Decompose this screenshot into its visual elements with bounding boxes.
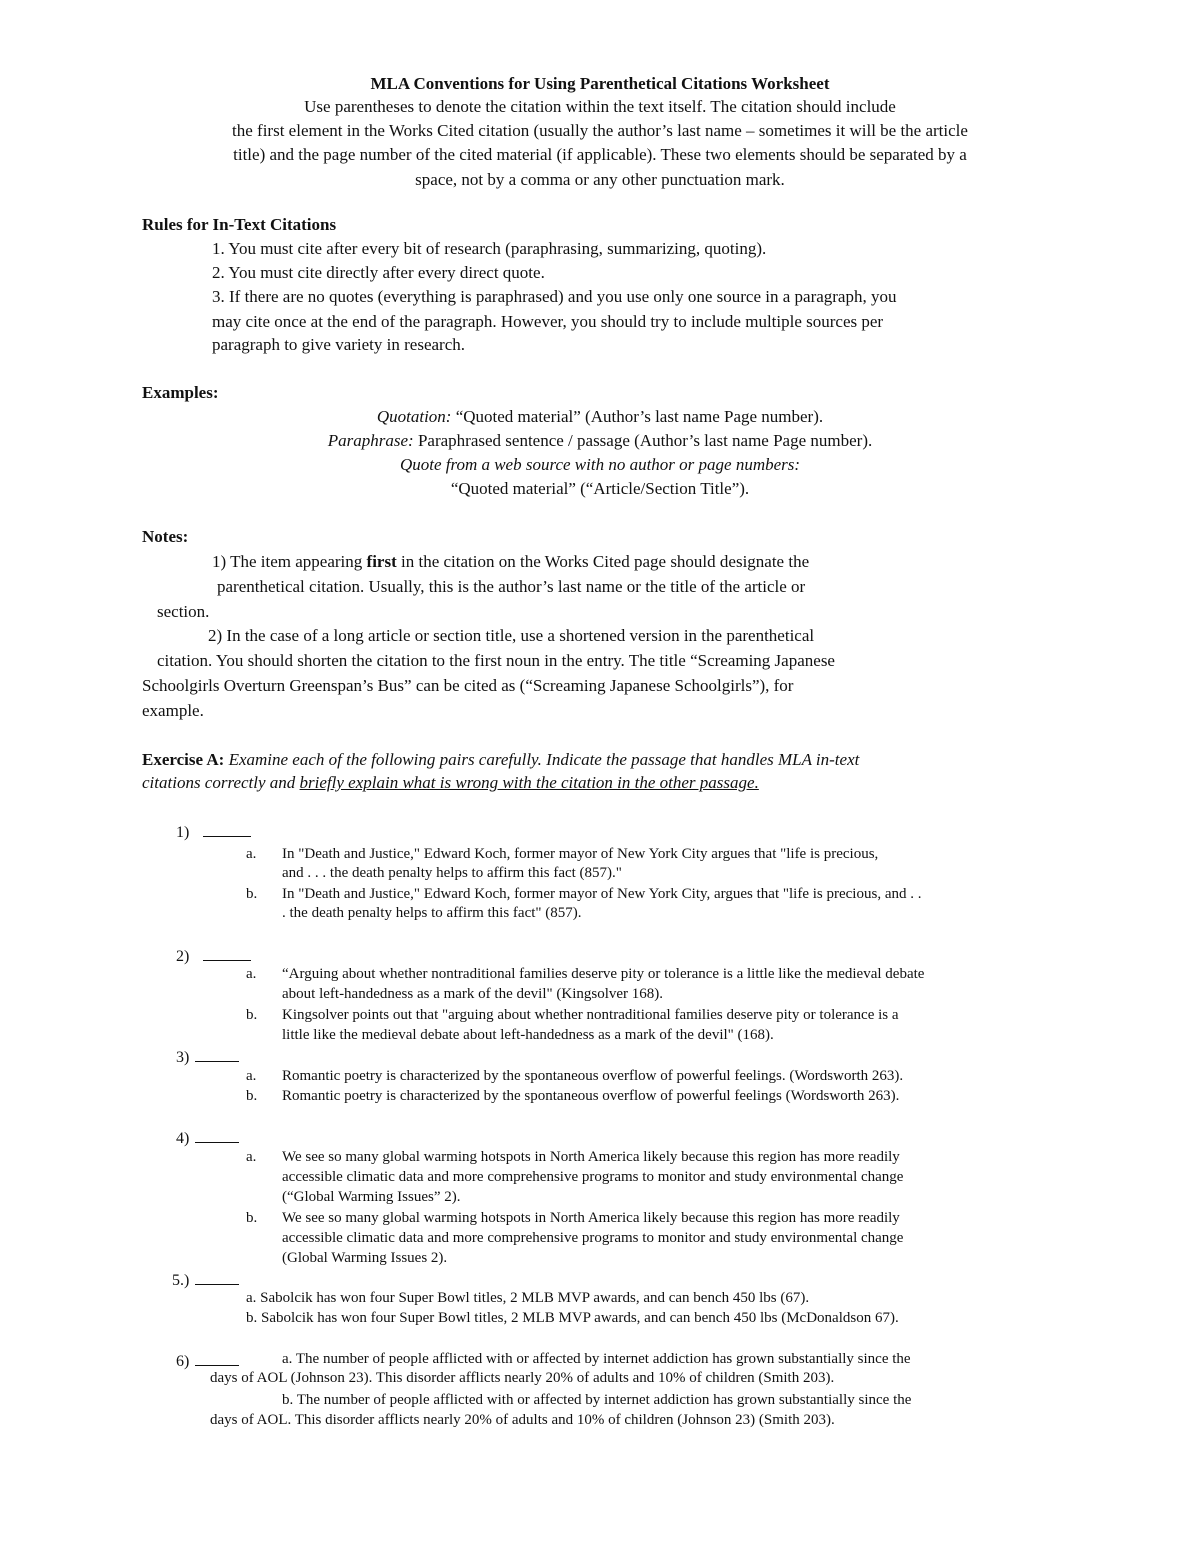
question-1-answer-blank[interactable] [203, 822, 251, 837]
note-2-line-4: example. [142, 701, 204, 720]
note-2-line-3: Schoolgirls Overturn Greenspan’s Bus” can be cited as (“Screaming Japanese Schoolgirls”), for [142, 676, 794, 695]
q1-b-line-2: . the death penalty helps to affirm this fact" (857). [282, 905, 582, 921]
exercise-instruction-1: Examine each of the following pairs carefully. Indicate the passage that handles MLA in-text [228, 750, 860, 769]
question-3-number: 3) [176, 1049, 190, 1066]
question-2-number: 2) [176, 948, 190, 965]
q2-b-line-2: little like the medieval debate about left-handedness as a mark of the devil" (168). [282, 1027, 774, 1043]
q2-b-line-1: Kingsolver points out that "arguing about whether nontraditional families deserve pity or tolerance is a [282, 1007, 899, 1023]
note-1-line-2: parenthetical citation. Usually, this is the author’s last name or the title of the article or [217, 577, 806, 596]
question-1 [176, 822, 251, 842]
rule-1: 1. You must cite after every bit of research (paraphrasing, summarizing, quoting). [212, 239, 767, 258]
note-1-line-1 [212, 552, 809, 572]
exercise-instruction-2a: citations correctly and [142, 773, 300, 792]
q4-b-line-3: (Global Warming Issues 2). [282, 1250, 448, 1266]
note-2-line-1: 2) In the case of a long article or section title, use a shortened version in the parenthetical [208, 626, 815, 645]
rule-2: 2. You must cite directly after every direct quote. [212, 263, 545, 282]
page-title: MLA Conventions for Using Parenthetical Citations Worksheet [370, 74, 830, 93]
example-web-label: Quote from a web source with no author or page numbers: [399, 455, 801, 474]
q6-a-line-2: days of AOL (Johnson 23). This disorder afflicts nearly 20% of adults and 10% of children (Smith 203). [210, 1370, 835, 1386]
question-1-number: 1) [176, 824, 190, 841]
exercise-instruction-2b: briefly explain what is wrong with the citation in the other passage. [299, 773, 759, 792]
q2-a-line-1: “Arguing about whether nontraditional families deserve pity or tolerance is a little like the medieval debate [282, 966, 925, 982]
q4-a-line-1: We see so many global warming hotspots in North America likely because this region has more readily [282, 1149, 900, 1165]
note-2-line-2: citation. You should shorten the citation to the first noun in the entry. The title “Screaming Japanese [157, 651, 835, 670]
example-quotation [0, 407, 1200, 427]
exercise-label: Exercise A: [142, 750, 225, 769]
q1-a-line-2: and . . . the death penalty helps to affirm this fact (857)." [282, 865, 622, 881]
q4-a-line-3: (“Global Warming Issues” 2). [282, 1189, 461, 1205]
question-5 [172, 1270, 239, 1290]
question-2 [176, 946, 251, 966]
q1-a-label: a. [246, 846, 257, 862]
intro-line-4: space, not by a comma or any other punctuation mark. [415, 170, 785, 189]
example-web-text: “Quoted material” (“Article/Section Title”). [450, 479, 750, 498]
note-1-post: in the citation on the Works Cited page should designate the [396, 552, 810, 571]
notes-heading: Notes: [142, 527, 189, 546]
question-6-number: 6) [176, 1353, 190, 1370]
q2-a-label: a. [246, 966, 257, 982]
note-1-line-3: section. [157, 602, 210, 621]
question-5-number: 5.) [172, 1272, 190, 1289]
intro-line-2: the first element in the Works Cited citation (usually the author’s last name – sometimes it will be the article [232, 121, 968, 140]
q2-b-label: b. [246, 1007, 258, 1023]
question-4-number: 4) [176, 1130, 190, 1147]
question-4 [176, 1128, 239, 1148]
rule-3-line-2: may cite once at the end of the paragraph. However, you should try to include multiple sources per [212, 312, 884, 331]
q4-a-line-2: accessible climatic data and more comprehensive programs to monitor and study environmental change [282, 1169, 904, 1185]
question-6 [176, 1351, 239, 1371]
examples-heading: Examples: [142, 383, 219, 402]
question-5-answer-blank[interactable] [195, 1270, 239, 1285]
question-2-answer-blank[interactable] [203, 946, 251, 961]
q1-b-line-1: In "Death and Justice," Edward Koch, former mayor of New York City, argues that "life is precious, and . . [282, 886, 922, 902]
q4-b-label: b. [246, 1210, 258, 1226]
intro-line-1: Use parentheses to denote the citation within the text itself. The citation should include [304, 97, 896, 116]
q3-b-label: b. [246, 1088, 258, 1104]
q1-b-label: b. [246, 886, 258, 902]
q4-a-label: a. [246, 1149, 257, 1165]
rule-3-line-1: 3. If there are no quotes (everything is paraphrased) and you use only one source in a paragraph, you [212, 287, 897, 306]
question-6-answer-blank[interactable] [195, 1351, 239, 1366]
q2-a-line-2: about left-handedness as a mark of the devil" (Kingsolver 168). [282, 986, 664, 1002]
q3-a-label: a. [246, 1068, 257, 1084]
intro-line-3: title) and the page number of the cited material (if applicable). These two elements should be separated by a [233, 145, 967, 164]
q4-b-line-1: We see so many global warming hotspots in North America likely because this region has more readily [282, 1210, 900, 1226]
paraphrase-text: Paraphrased sentence / passage (Author’s last name Page number). [413, 431, 873, 450]
q3-a-line-1: Romantic poetry is characterized by the spontaneous overflow of powerful feelings. (Wordsworth 263). [282, 1068, 904, 1084]
q5-a-line: a. Sabolcik has won four Super Bowl titles, 2 MLB MVP awards, and can bench 450 lbs (67). [246, 1290, 810, 1306]
exercise-instruction-line-1 [142, 750, 859, 770]
question-3 [176, 1047, 239, 1067]
question-4-answer-blank[interactable] [195, 1128, 239, 1143]
exercise-instruction-line-2 [142, 773, 759, 793]
q4-b-line-2: accessible climatic data and more comprehensive programs to monitor and study environmental change [282, 1230, 904, 1246]
q5-b-line: b. Sabolcik has won four Super Bowl titles, 2 MLB MVP awards, and can bench 450 lbs (McDonaldson 67). [246, 1310, 899, 1326]
q3-b-line-1: Romantic poetry is characterized by the spontaneous overflow of powerful feelings (Wordsworth 263). [282, 1088, 900, 1104]
quotation-label: Quotation: [376, 407, 452, 426]
rule-3-line-3: paragraph to give variety in research. [212, 335, 465, 354]
paraphrase-label: Paraphrase: [327, 431, 414, 450]
q6-b-line-2: days of AOL. This disorder afflicts nearly 20% of adults and 10% of children (Johnson 23) (Smith 203). [210, 1412, 835, 1428]
note-1-bold: first [366, 552, 397, 571]
question-3-answer-blank[interactable] [195, 1047, 239, 1062]
q6-a-line-1: a. The number of people afflicted with or affected by internet addiction has grown substantially since the [282, 1351, 911, 1367]
q6-b-line-1: b. The number of people afflicted with or affected by internet addiction has grown substantially since the [282, 1392, 912, 1408]
example-paraphrase [0, 431, 1200, 451]
rules-heading: Rules for In-Text Citations [142, 215, 337, 234]
quotation-text: “Quoted material” (Author’s last name Page number). [451, 407, 824, 426]
note-1-pre: 1) The item appearing [212, 552, 367, 571]
q1-a-line-1: In "Death and Justice," Edward Koch, former mayor of New York City argues that "life is precious, [282, 846, 879, 862]
